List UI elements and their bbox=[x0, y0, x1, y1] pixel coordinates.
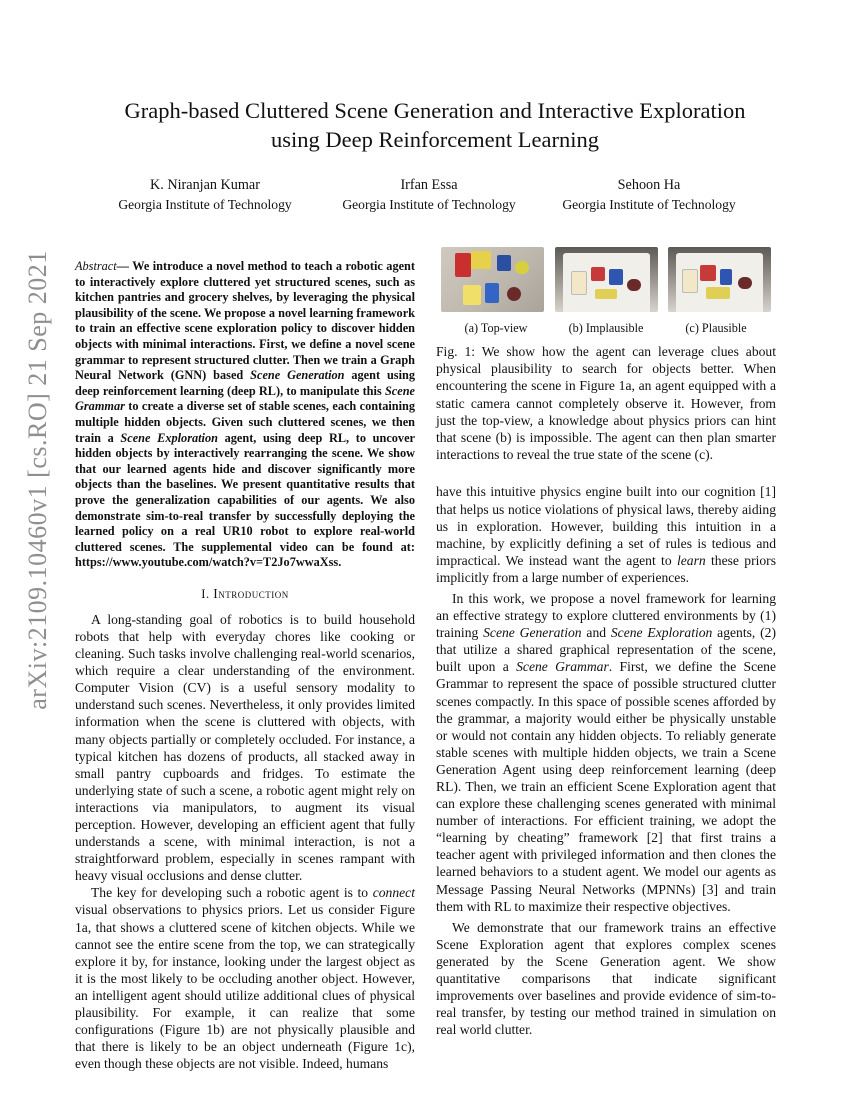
left-column bbox=[75, 259, 415, 1072]
paragraph-italic: connect bbox=[372, 885, 415, 901]
abstract-text: agent, using deep RL, to uncover hidden objects by interactively rearranging the scene. We show that our learned agents hide and discover significantly more objects than the baselines. We present quantitative results that prove the generalization capabilities of our agents. We also demonstrate sim-to-real transfer by successfully deploying the learned policy on a real UR10 robot to explore real-world cluttered scenes. The supplemental video can be found at: https://www.youtube.com/watch?v=T2Jo7wwaXss. bbox=[75, 430, 415, 570]
paragraph-text: have this intuitive physics engine built into our cognition [1] that helps us notice violations of physical laws, thereby aiding us in exploration. However, building this intuition in a machine, by explicitly defining a set of rules is tedious and impractical. We instead want the agent to bbox=[436, 484, 776, 568]
author-1 bbox=[105, 176, 305, 214]
author-affiliation: Georgia Institute of Technology bbox=[342, 197, 516, 212]
figure-subcaptions bbox=[441, 321, 771, 336]
abstract-italic: Scene Generation bbox=[250, 368, 345, 383]
arxiv-identifier: arXiv:2109.10460v1 [cs.RO] 21 Sep 2021 bbox=[23, 250, 52, 710]
paragraph-text: visual observations to physics priors. Let us consider Figure 1a, that shows a cluttered scene of kitchen objects. While we cannot see the entire scene from the top, we can strategically explore it by, for instance, looking under the largest object as it is the most likely to be occluding another object. However, an intelligent agent should utilize additional clues of physical plausibility. For example, it can realize that some configurations (Figure 1b) are not physically plausible and that there is likely to be an object underneath (Figure 1c), even though these objects are not visible. Indeed, humans bbox=[75, 902, 415, 1072]
paragraph-italic: Scene Grammar bbox=[516, 659, 609, 675]
section-numeral: I. bbox=[201, 586, 214, 601]
arxiv-sidebar bbox=[0, 0, 56, 1100]
paper-title bbox=[90, 96, 780, 154]
abstract-label: Abstract bbox=[75, 259, 117, 273]
author-name: Irfan Essa bbox=[400, 177, 458, 193]
right-paragraph-3: We demonstrate that our framework trains an effective Scene Exploration agent that explores complex scenes generated by the Scene Generation agent. We show quantitative comparisons that indicate significant improvements over baselines and provide evidence of sim-to-real transfer, by testing our method trained in simulation on real world clutter. bbox=[436, 919, 776, 1038]
paragraph-text: and bbox=[581, 625, 611, 641]
right-column bbox=[436, 247, 776, 1038]
author-affiliation: Georgia Institute of Technology bbox=[118, 197, 292, 212]
figure-1 bbox=[436, 247, 776, 463]
author-3 bbox=[549, 176, 749, 214]
subcaption-b: (b) Implausible bbox=[568, 321, 644, 335]
author-name: Sehoon Ha bbox=[617, 177, 681, 193]
right-paragraph-1 bbox=[436, 483, 776, 586]
author-affiliation: Georgia Institute of Technology bbox=[562, 197, 736, 212]
title-line-2: using Deep Reinforcement Learning bbox=[270, 127, 599, 152]
abstract-italic: Scene Exploration bbox=[120, 430, 218, 445]
intro-paragraph-2 bbox=[75, 884, 415, 1072]
paragraph-text: The key for developing such a robotic agent is to bbox=[91, 885, 373, 901]
abstract-text: — We introduce a novel method to teach a robotic agent to interactively explore cluttered yet structured scenes, such as kitchen pantries and grocery shelves, by leveraging the physical plausibility of the scene. We propose a novel learning framework to train an effective scene exploration policy to discover hidden objects with minimal interactions. First, we define a novel scene grammar to represent structured clutter. Then we train a Graph Neural Network (GNN) based bbox=[75, 259, 415, 383]
author-2 bbox=[329, 176, 529, 214]
abstract-text: to create a diverse set of stable scenes, each containing multiple hidden objects. Given such cluttered scenes, we then train a bbox=[75, 399, 415, 445]
abstract bbox=[75, 259, 415, 571]
section-heading-introduction bbox=[75, 586, 415, 602]
paragraph-italic: learn bbox=[676, 552, 706, 568]
subcaption-c: (c) Plausible bbox=[685, 321, 747, 335]
abstract-italic: Scene Grammar bbox=[75, 383, 415, 414]
paragraph-text: In this work, we propose a novel framework for learning an effective strategy to explore cluttered environments by (1) training bbox=[436, 590, 776, 641]
figure-image-plausible bbox=[668, 247, 771, 312]
paragraph-text: agents, (2) that utilize a shared graphical representation of the scene, built upon a bbox=[436, 625, 776, 675]
figure-image-top-view bbox=[441, 247, 544, 312]
author-name: K. Niranjan Kumar bbox=[150, 177, 260, 193]
figure-image-implausible bbox=[555, 247, 658, 312]
paragraph-italic: Scene Exploration bbox=[610, 625, 713, 641]
figure-image-row bbox=[441, 247, 771, 312]
title-line-1: Graph-based Cluttered Scene Generation and Interactive Exploration bbox=[124, 98, 746, 123]
paragraph-text: . First, we define the Scene Grammar to represent the space of possible structured clutter scenes compactly. In this space of possible scenes afforded by the grammar, a majority would either be physically unstable or would not contain any hidden objects. To reliably generate stable scenes with multiple hidden objects, we train a Scene Generation Agent using deep reinforcement learning (deep RL). Then, we train an efficient Scene Exploration agent that can explore these challenging scenes generated with minimal number of interactions. For efficient training, we adopt the “learning by cheating” framework [2] that first trains a teacher agent with privileged information and then clones the learned behaviors to a student agent. We model our agents as Message Passing Neural Networks (MPNNs) [3] and train them with RL to maximize their respective objectives. bbox=[436, 659, 777, 914]
section-title: Introduction bbox=[213, 585, 289, 601]
right-paragraph-2 bbox=[436, 590, 776, 915]
abstract-text: agent using deep reinforcement learning (deep RL), to manipulate this bbox=[75, 368, 415, 398]
figure-caption: Fig. 1: We show how the agent can leverage clues about physical plausibility to search for objects better. When encountering the scene in Figure 1a, an agent equipped with a static camera cannot completely observe it. However, from just the top-view, a knowledge about physics priors can hint that scene (b) is impossible. The agent can then plan smarter interactions to reveal the true state of the scene (c). bbox=[436, 344, 776, 463]
subcaption-a: (a) Top-view bbox=[464, 321, 528, 335]
paragraph-text: these priors implicitly from a large number of experiences. bbox=[436, 552, 776, 585]
paragraph-italic: Scene Generation bbox=[483, 625, 582, 641]
intro-paragraph-1: A long-standing goal of robotics is to build household robots that help with everyday chores like cooking or cleaning. Such tasks involve challenging real-world scenarios, which require a clear understanding of the environment. Computer Vision (CV) is a useful sensory modality to understand such scenes. Nevertheless, it only provides limited information when the scene is cluttered with objects, with many objects partially or completely occluded. For instance, a typical kitchen has dozens of products, all stacked away in small pantry cupboards and fridges. To estimate the underlying state of such a scene, a robotic agent might rely on interactions via manipulators, to augment its visual perception. However, developing an efficient agent that fully understands a scene, with minimal interaction, is not a straightforward problem, especially in scenes rampant with heavy visual occlusions and dense clutter. bbox=[75, 611, 415, 884]
